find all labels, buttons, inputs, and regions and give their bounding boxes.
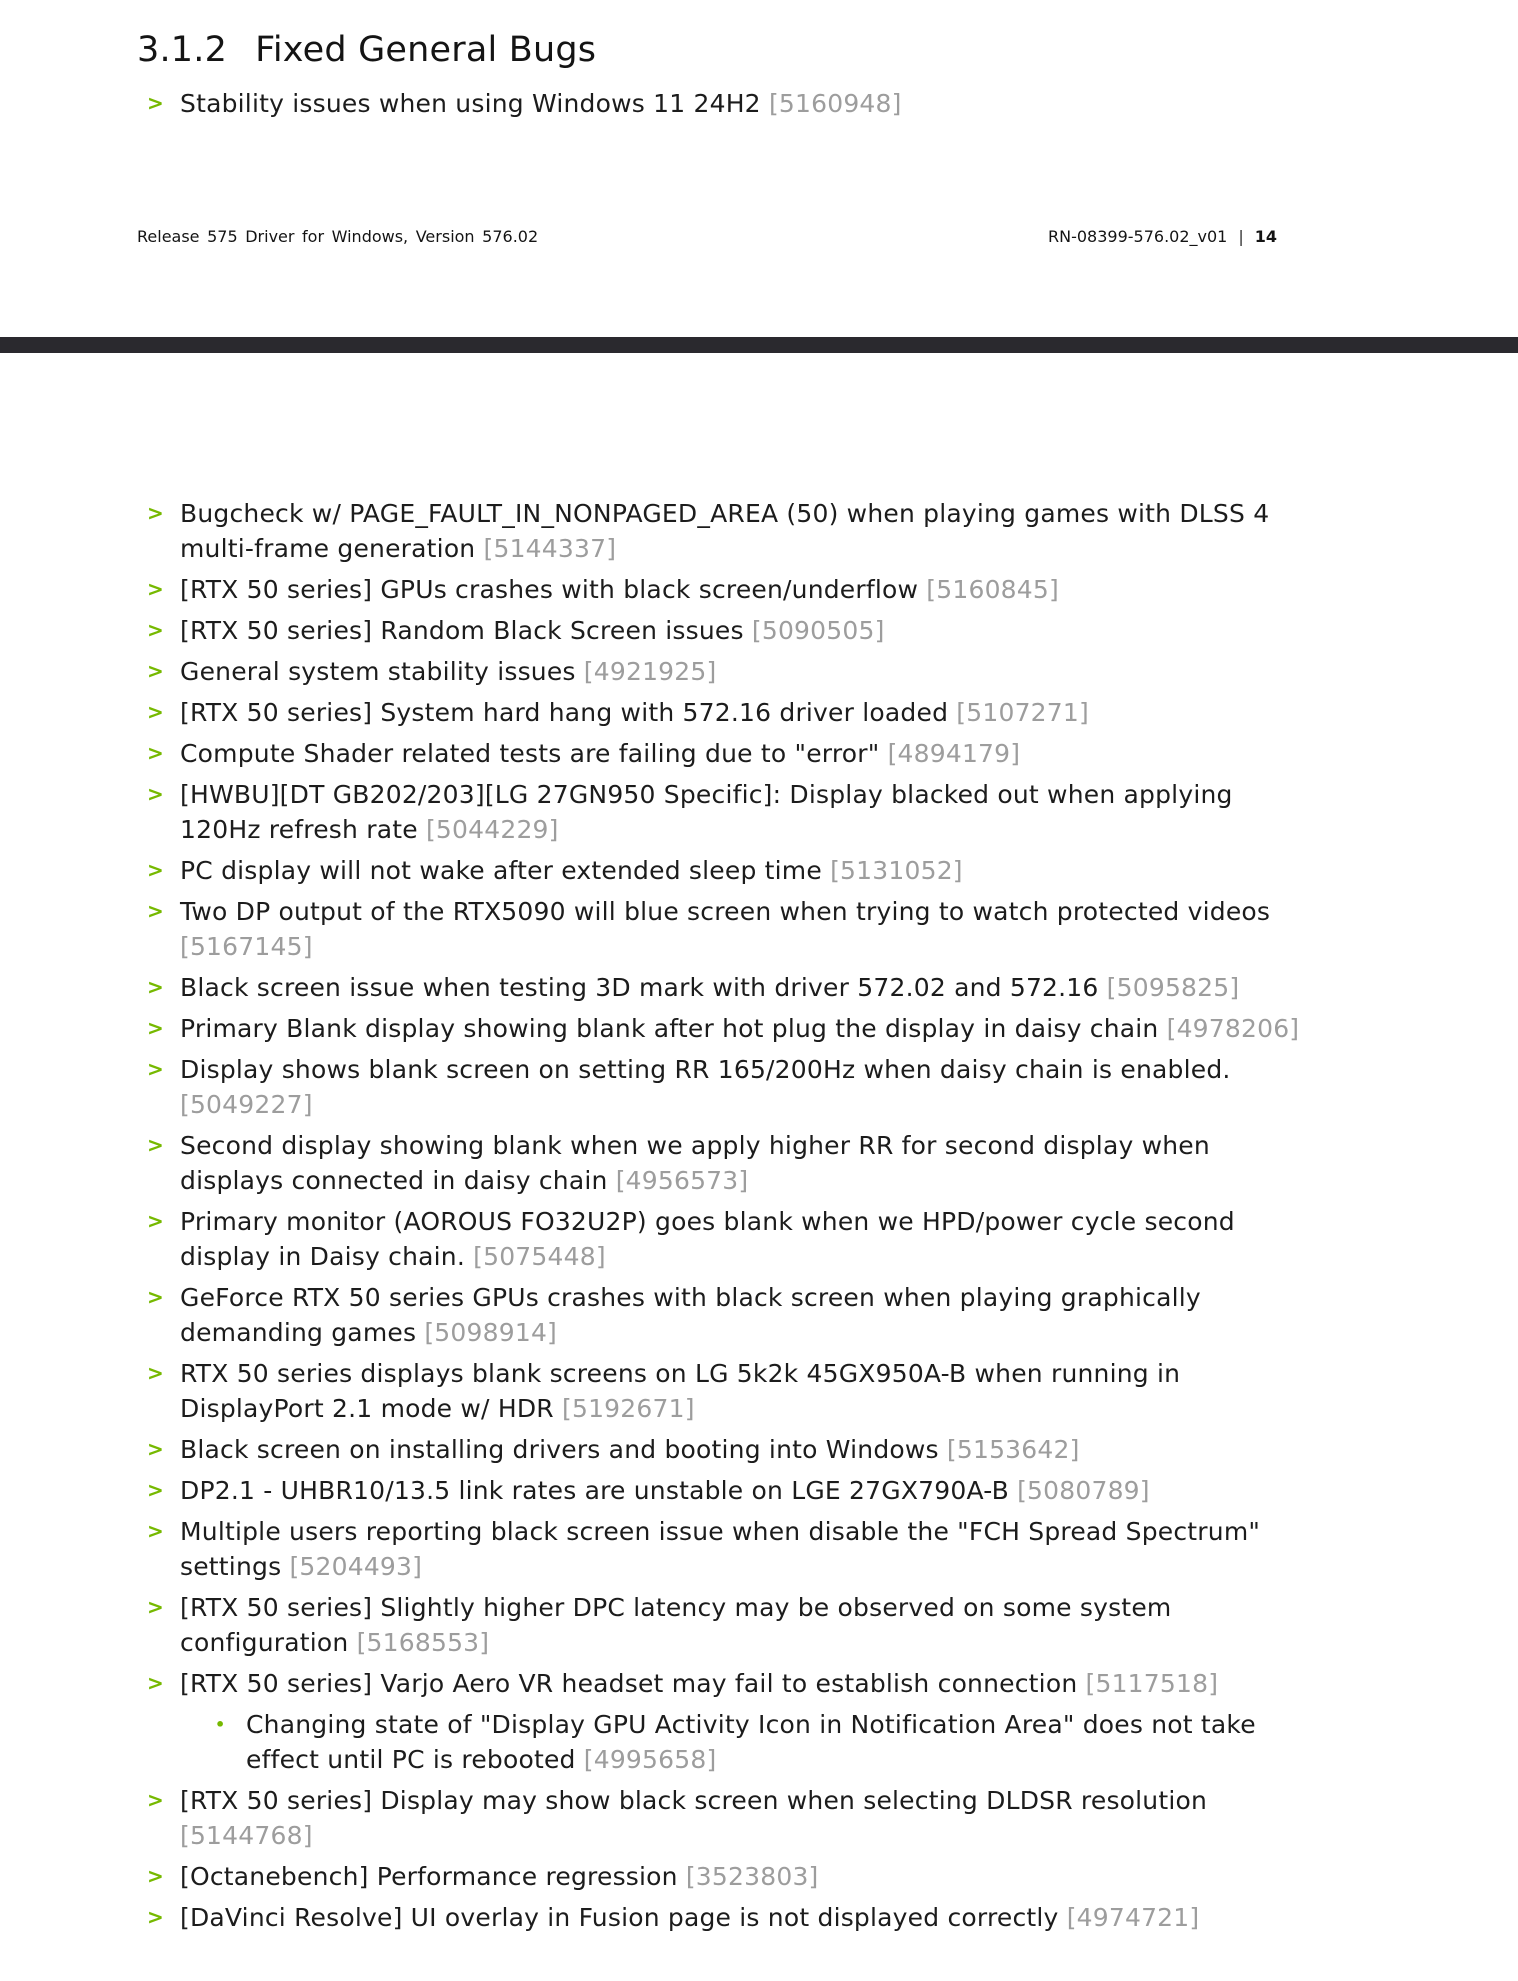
bullet-chevron-icon: > <box>147 782 164 806</box>
fixed-bugs-list <box>147 496 1320 1941</box>
bug-item <box>147 1590 1320 1660</box>
bug-item <box>147 1666 1320 1777</box>
bullet-chevron-icon: > <box>147 899 164 923</box>
bug-ticket-number: [3523803] <box>677 1862 819 1891</box>
bug-text: [RTX 50 series] Varjo Aero VR headset may fail to establish connection <box>180 1669 1078 1698</box>
bug-item <box>147 695 1320 730</box>
bug-ticket-number: [5049227] <box>180 1090 313 1119</box>
bug-item <box>147 613 1320 648</box>
bug-item <box>147 1356 1320 1426</box>
bug-text: [HWBU][DT GB202/203][LG 27GN950 Specific]: Display blacked out when applying 120Hz refresh rate <box>180 780 1233 844</box>
bug-item <box>147 1011 1320 1046</box>
bug-text: [RTX 50 series] GPUs crashes with black screen/underflow <box>180 575 919 604</box>
bug-ticket-number: [4894179] <box>879 739 1021 768</box>
bullet-chevron-icon: > <box>147 700 164 724</box>
bullet-chevron-icon: > <box>147 1285 164 1309</box>
bug-text: [RTX 50 series] Display may show black screen when selecting DLDSR resolution <box>180 1786 1208 1815</box>
bug-text: Stability issues when using Windows 11 24H2 <box>180 89 761 118</box>
bullet-chevron-icon: > <box>147 501 164 525</box>
bug-text: PC display will not wake after extended sleep time <box>180 856 822 885</box>
bug-ticket-number: [5160948] <box>760 89 902 118</box>
bug-ticket-number: [5144768] <box>180 1821 313 1850</box>
bug-ticket-number: [4974721] <box>1058 1903 1200 1932</box>
bug-ticket-number: [5160845] <box>918 575 1059 604</box>
bug-ticket-number: [4956573] <box>607 1166 749 1195</box>
bug-text: RTX 50 series displays blank screens on LG 5k2k 45GX950A-B when running in DisplayPort 2.1 mode w/ HDR <box>180 1359 1181 1423</box>
bullet-chevron-icon: > <box>147 1788 164 1812</box>
bug-text: GeForce RTX 50 series GPUs crashes with black screen when playing graphically demanding games <box>180 1283 1201 1347</box>
bug-item <box>147 1052 1320 1122</box>
bug-text: Primary monitor (AOROUS FO32U2P) goes blank when we HPD/power cycle second display in Daisy chain. <box>180 1207 1235 1271</box>
sub-bug-list <box>212 1707 1320 1777</box>
bullet-chevron-icon: > <box>147 1595 164 1619</box>
bullet-chevron-icon: > <box>147 1133 164 1157</box>
bug-ticket-number: [4995658] <box>575 1745 717 1774</box>
section-number: 3.1.2 <box>137 30 228 70</box>
footer-release-info: Release 575 Driver for Windows, Version 576.02 <box>137 227 539 246</box>
bug-item <box>147 1514 1320 1584</box>
bug-text: Primary Blank display showing blank after hot plug the display in daisy chain <box>180 1014 1159 1043</box>
bug-ticket-number: [5204493] <box>281 1552 423 1581</box>
bug-item <box>147 1473 1320 1508</box>
bug-text: General system stability issues <box>180 657 576 686</box>
bug-text: Compute Shader related tests are failing due to "error" <box>180 739 880 768</box>
bullet-chevron-icon: > <box>147 1016 164 1040</box>
bullet-chevron-icon: > <box>147 618 164 642</box>
bug-text: Two DP output of the RTX5090 will blue screen when trying to watch protected videos <box>180 897 1271 926</box>
bug-ticket-number: [5167145] <box>180 932 313 961</box>
bullet-chevron-icon: > <box>147 91 164 115</box>
bullet-chevron-icon: > <box>147 1437 164 1461</box>
bug-item <box>147 894 1320 964</box>
bug-text: [Octanebench] Performance regression <box>180 1862 678 1891</box>
bug-item <box>147 1783 1320 1853</box>
bug-ticket-number: [5144337] <box>475 534 617 563</box>
bug-text: DP2.1 - UHBR10/13.5 link rates are unstable on LGE 27GX790A-B <box>180 1476 1009 1505</box>
bug-item <box>147 1859 1320 1894</box>
bug-text: Display shows blank screen on setting RR 165/200Hz when daisy chain is enabled. <box>180 1055 1231 1084</box>
bug-text: Black screen issue when testing 3D mark with driver 572.02 and 572.16 <box>180 973 1099 1002</box>
bug-item <box>147 496 1320 566</box>
bug-ticket-number: [5080789] <box>1008 1476 1150 1505</box>
bug-text: Bugcheck w/ PAGE_FAULT_IN_NONPAGED_AREA (50) when playing games with DLSS 4 multi-frame generation <box>180 499 1270 563</box>
bug-item <box>147 736 1320 771</box>
bug-ticket-number: [5107271] <box>948 698 1089 727</box>
bullet-chevron-icon: > <box>147 1905 164 1929</box>
footer-doc-ref <box>1048 227 1277 246</box>
bug-ticket-number: [5117518] <box>1077 1669 1219 1698</box>
bug-item <box>147 777 1320 847</box>
bullet-chevron-icon: > <box>147 1361 164 1385</box>
bug-ticket-number: [5192671] <box>553 1394 695 1423</box>
bullet-chevron-icon: > <box>147 659 164 683</box>
bug-text: [RTX 50 series] Slightly higher DPC latency may be observed on some system configuration <box>180 1593 1172 1657</box>
bug-item <box>147 572 1320 607</box>
bullet-chevron-icon: > <box>147 577 164 601</box>
footer-divider: | <box>1238 227 1244 246</box>
bug-text: [RTX 50 series] System hard hang with 572.16 driver loaded <box>180 698 949 727</box>
bug-ticket-number: [4978206] <box>1158 1014 1300 1043</box>
bug-text: Changing state of "Display GPU Activity Icon in Notification Area" does not take effect until PC is rebooted <box>246 1710 1256 1774</box>
footer-page-number: 14 <box>1254 227 1277 246</box>
bug-item <box>147 86 1320 121</box>
bug-ticket-number: [5098914] <box>416 1318 557 1347</box>
bullet-chevron-icon: > <box>147 1057 164 1081</box>
bug-text: Multiple users reporting black screen issue when disable the "FCH Spread Spectrum" settings <box>180 1517 1261 1581</box>
section-heading <box>137 30 596 70</box>
bug-item <box>147 1280 1320 1350</box>
bullet-chevron-icon: > <box>147 741 164 765</box>
bug-item <box>147 853 1320 888</box>
bullet-chevron-icon: > <box>147 1671 164 1695</box>
bug-ticket-number: [5044229] <box>417 815 559 844</box>
bug-ticket-number: [5168553] <box>348 1628 490 1657</box>
bug-text: Second display showing blank when we apply higher RR for second display when displays connected in daisy chain <box>180 1131 1210 1195</box>
bug-ticket-number: [5075448] <box>464 1242 606 1271</box>
bullet-chevron-icon: > <box>147 1209 164 1233</box>
bug-text: Black screen on installing drivers and booting into Windows <box>180 1435 939 1464</box>
bug-item <box>147 1204 1320 1274</box>
bug-ticket-number: [5153642] <box>938 1435 1080 1464</box>
bug-item <box>147 1900 1320 1935</box>
page-separator-bar <box>0 337 1518 353</box>
bullet-chevron-icon: > <box>147 1519 164 1543</box>
bug-ticket-number: [4921925] <box>575 657 717 686</box>
bullet-chevron-icon: > <box>147 858 164 882</box>
bug-item <box>147 970 1320 1005</box>
bullet-chevron-icon: > <box>147 1478 164 1502</box>
bug-ticket-number: [5095825] <box>1098 973 1240 1002</box>
bullet-chevron-icon: > <box>147 1864 164 1888</box>
section-title: Fixed General Bugs <box>255 30 597 70</box>
sub-bullet-dot-icon: • <box>215 1715 226 1734</box>
bug-text: [RTX 50 series] Random Black Screen issues <box>180 616 744 645</box>
bullet-chevron-icon: > <box>147 975 164 999</box>
intro-bug-list <box>147 86 1320 127</box>
bug-item <box>147 1432 1320 1467</box>
bug-ticket-number: [5090505] <box>743 616 885 645</box>
bug-ticket-number: [5131052] <box>821 856 963 885</box>
footer-doc-id: RN-08399-576.02_v01 <box>1048 227 1228 246</box>
bug-item <box>147 654 1320 689</box>
bug-text: [DaVinci Resolve] UI overlay in Fusion page is not displayed correctly <box>180 1903 1059 1932</box>
sub-bug-item <box>212 1707 1320 1777</box>
bug-item <box>147 1128 1320 1198</box>
